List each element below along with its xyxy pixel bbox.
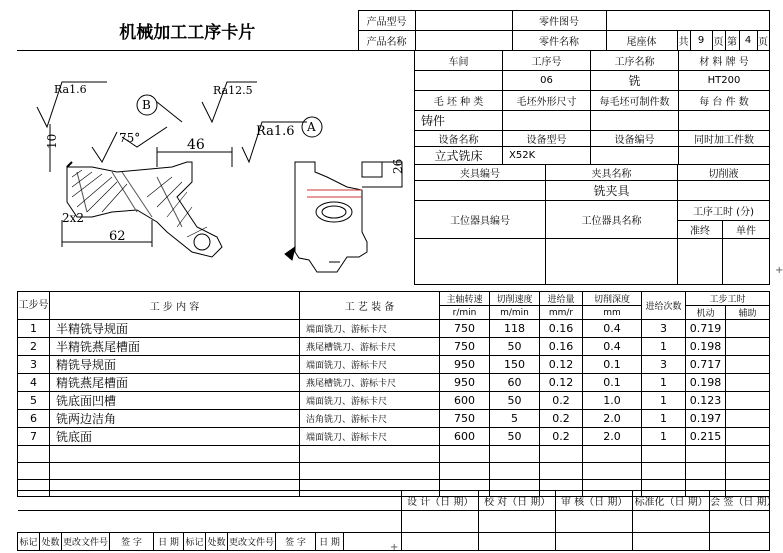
step-time-cell: 0.198 — [686, 338, 726, 356]
part-name-value: 尾座体 — [606, 31, 677, 51]
step-content-header: 工 步 内 容 — [50, 292, 300, 320]
change-doc-label: 更改文件号 — [62, 533, 110, 551]
process-name-label: 工序名称 — [591, 51, 679, 71]
product-model-label: 产品型号 — [358, 11, 415, 31]
per-unit-label: 每 台 件 数 — [679, 91, 770, 111]
device-no-label: 设备编号 — [591, 131, 679, 147]
step-aux-cell — [726, 320, 770, 338]
step-time-cell: 0.719 — [686, 320, 726, 338]
step-passes-cell: 1 — [642, 410, 686, 428]
sign-label: 签 字 — [110, 533, 154, 551]
step-passes-cell: 3 — [642, 320, 686, 338]
step-time-cell: 0.197 — [686, 410, 726, 428]
audit-label: 审 核（日 期） — [556, 491, 633, 511]
page-unit-2: 页 — [757, 31, 769, 51]
process-name-value: 铣 — [591, 71, 679, 91]
step-equip-cell: 洁角铣刀、游标卡尺 — [300, 410, 440, 428]
blank-size-label: 毛坯外形尺寸 — [503, 91, 591, 111]
step-depth-cell: 0.4 — [583, 338, 642, 356]
cutting-speed-header: 切削速度 — [490, 292, 540, 306]
unit-time-label: 单件 — [723, 221, 770, 239]
step-aux-cell — [726, 338, 770, 356]
angle-label: 75° — [119, 131, 141, 145]
machine-time-header: 机动 — [686, 306, 726, 320]
depth-unit: mm — [583, 306, 642, 320]
coolant-label: 切削液 — [678, 165, 770, 181]
step-depth-cell: 2.0 — [583, 428, 642, 446]
step-no-header: 工步号 — [18, 292, 50, 320]
device-model-value: X52K — [503, 147, 591, 165]
step-content-cell: 铣两边洁角 — [50, 410, 300, 428]
step-no-cell: 3 — [18, 356, 50, 374]
date-label: 日 期 — [154, 533, 184, 551]
aux-time-header: 辅助 — [726, 306, 770, 320]
feed-header: 进给量 — [540, 292, 583, 306]
part-no-value — [606, 11, 769, 31]
dim-26-label: 26 — [391, 158, 405, 174]
step-content-cell: 精铣燕尾槽面 — [50, 374, 300, 392]
table-row — [18, 338, 770, 356]
step-feed-cell: 0.12 — [540, 374, 583, 392]
page-number: 4 — [739, 31, 757, 51]
mark-label: 标记 — [18, 533, 40, 551]
material-value: HT200 — [679, 71, 770, 91]
dim-10-label: 10 — [45, 133, 59, 149]
step-depth-cell: 1.0 — [583, 392, 642, 410]
workshop-value — [415, 71, 503, 91]
step-spindle-cell: 950 — [440, 374, 490, 392]
mark-label-2: 标记 — [184, 533, 206, 551]
review-label: 校 对（日 期） — [479, 491, 556, 511]
roughness-1-label: Ra1.6 — [54, 83, 87, 96]
step-content-cell: 半精铣导规面 — [50, 320, 300, 338]
step-passes-cell: 1 — [642, 374, 686, 392]
step-speed-cell: 118 — [490, 320, 540, 338]
change-doc-label-2: 更改文件号 — [228, 533, 276, 551]
step-no-cell: 6 — [18, 410, 50, 428]
step-content-cell: 铣底面 — [50, 428, 300, 446]
step-content-cell: 铣底面凹槽 — [50, 392, 300, 410]
spindle-unit: r/min — [440, 306, 490, 320]
step-no-cell: 4 — [18, 374, 50, 392]
prep-time-label: 准终 — [678, 221, 723, 239]
product-model-value — [415, 11, 512, 31]
station-no-label: 工位器具编号 — [415, 201, 546, 239]
steps-table — [17, 291, 770, 497]
step-aux-cell — [726, 428, 770, 446]
dim-62-label: 62 — [109, 229, 126, 244]
table-row — [18, 356, 770, 374]
feed-unit: mm/r — [540, 306, 583, 320]
step-speed-cell: 50 — [490, 428, 540, 446]
step-feed-cell: 0.2 — [540, 392, 583, 410]
table-row — [18, 392, 770, 410]
location-label-2: 处数 — [206, 533, 228, 551]
step-feed-cell: 0.16 — [540, 320, 583, 338]
total-pages: 9 — [690, 31, 712, 51]
step-feed-cell: 0.2 — [540, 428, 583, 446]
total-label: 共 — [677, 31, 690, 51]
step-aux-cell — [726, 392, 770, 410]
sign-label-2: 签 字 — [276, 533, 316, 551]
passes-header: 进给次数 — [642, 292, 686, 320]
step-equip-cell: 端面铣刀、游标卡尺 — [300, 320, 440, 338]
step-speed-cell: 50 — [490, 392, 540, 410]
table-row — [18, 374, 770, 392]
step-speed-cell: 60 — [490, 374, 540, 392]
step-time-cell: 0.717 — [686, 356, 726, 374]
step-spindle-cell: 600 — [440, 392, 490, 410]
spindle-speed-header: 主轴转速 — [440, 292, 490, 306]
card-title: 机械加工工序卡片 — [17, 11, 358, 51]
step-equip-cell: 燕尾槽铣刀、游标卡尺 — [300, 338, 440, 356]
fixture-table — [414, 164, 770, 285]
step-feed-cell: 0.2 — [540, 410, 583, 428]
step-speed-cell: 5 — [490, 410, 540, 428]
step-aux-cell — [726, 410, 770, 428]
step-spindle-cell: 750 — [440, 320, 490, 338]
step-no-cell: 5 — [18, 392, 50, 410]
design-label: 设 计（日 期） — [402, 491, 479, 511]
part-drawing — [17, 52, 413, 292]
step-spindle-cell: 600 — [440, 428, 490, 446]
step-passes-cell: 1 — [642, 338, 686, 356]
table-row — [18, 410, 770, 428]
location-label: 处数 — [40, 533, 62, 551]
station-name-label: 工位器具名称 — [546, 201, 678, 239]
blank-count-label: 每毛坯可制件数 — [591, 91, 679, 111]
table-handle-bottom[interactable]: + — [390, 542, 399, 553]
step-spindle-cell: 750 — [440, 410, 490, 428]
table-row — [18, 428, 770, 446]
hole-circle — [194, 234, 210, 250]
step-aux-cell — [726, 356, 770, 374]
device-name-label: 设备名称 — [415, 131, 503, 147]
simul-count-label: 同时加工件数 — [679, 131, 770, 147]
process-time-label: 工序工时 (分) — [678, 201, 770, 221]
step-no-cell: 2 — [18, 338, 50, 356]
step-speed-cell: 150 — [490, 356, 540, 374]
step-equip-cell: 端面铣刀、游标卡尺 — [300, 392, 440, 410]
page-unit: 页 — [712, 31, 725, 51]
step-depth-cell: 0.4 — [583, 320, 642, 338]
datum-b-label: B — [142, 98, 151, 112]
blank-type-value: 铸件 — [415, 111, 503, 131]
dim-46-label: 46 — [187, 137, 205, 153]
step-depth-cell: 0.1 — [583, 356, 642, 374]
step-time-cell: 0.215 — [686, 428, 726, 446]
material-label: 材 料 牌 号 — [679, 51, 770, 71]
info-table — [414, 50, 770, 165]
dim-2x2-label: 2x2 — [62, 211, 85, 225]
step-no-cell: 1 — [18, 320, 50, 338]
fixture-no-label: 夹具编号 — [415, 165, 546, 181]
process-no-label: 工序号 — [503, 51, 591, 71]
step-content-cell: 半精铣燕尾槽面 — [50, 338, 300, 356]
datum-a-label: A — [307, 120, 316, 134]
device-name-value: 立式铣床 — [415, 147, 503, 165]
countersign-label: 会 签（日 期） — [710, 491, 770, 511]
part-name-label: 零件名称 — [512, 31, 606, 51]
step-equip-cell: 端面铣刀、游标卡尺 — [300, 428, 440, 446]
step-aux-cell — [726, 374, 770, 392]
product-name-label: 产品名称 — [358, 31, 415, 51]
step-passes-cell: 1 — [642, 428, 686, 446]
depth-header: 切削深度 — [583, 292, 642, 306]
workshop-label: 车间 — [415, 51, 503, 71]
page-label: 第 — [725, 31, 739, 51]
step-time-cell: 0.198 — [686, 374, 726, 392]
step-no-cell: 7 — [18, 428, 50, 446]
step-depth-cell: 0.1 — [583, 374, 642, 392]
step-speed-cell: 50 — [490, 338, 540, 356]
step-spindle-cell: 950 — [440, 356, 490, 374]
equipment-header: 工 艺 装 备 — [300, 292, 440, 320]
product-name-value — [415, 31, 512, 51]
device-model-label: 设备型号 — [503, 131, 591, 147]
fixture-name-value: 铣夹具 — [546, 181, 678, 201]
standard-label: 标准化（日 期） — [633, 491, 710, 511]
step-feed-cell: 0.16 — [540, 338, 583, 356]
speed-unit: m/min — [490, 306, 540, 320]
header-table — [17, 10, 770, 51]
step-feed-cell: 0.12 — [540, 356, 583, 374]
roughness-2-label: Ra12.5 — [213, 84, 253, 97]
date-label-2: 日 期 — [316, 533, 344, 551]
step-passes-cell: 1 — [642, 392, 686, 410]
step-equip-cell: 端面铣刀、游标卡尺 — [300, 356, 440, 374]
process-no-value: 06 — [503, 71, 591, 91]
part-no-label: 零件图号 — [512, 11, 606, 31]
table-row — [18, 320, 770, 338]
fixture-name-label: 夹具名称 — [546, 165, 678, 181]
table-handle-right[interactable]: + — [775, 265, 783, 276]
step-time-cell: 0.123 — [686, 392, 726, 410]
step-time-header: 工步工时 — [686, 292, 770, 306]
roughness-3-label: Ra1.6 — [256, 124, 295, 139]
blank-type-label: 毛 坯 种 类 — [415, 91, 503, 111]
step-equip-cell: 燕尾槽铣刀、游标卡尺 — [300, 374, 440, 392]
step-depth-cell: 2.0 — [583, 410, 642, 428]
step-passes-cell: 3 — [642, 356, 686, 374]
step-spindle-cell: 750 — [440, 338, 490, 356]
step-content-cell: 精铣导规面 — [50, 356, 300, 374]
